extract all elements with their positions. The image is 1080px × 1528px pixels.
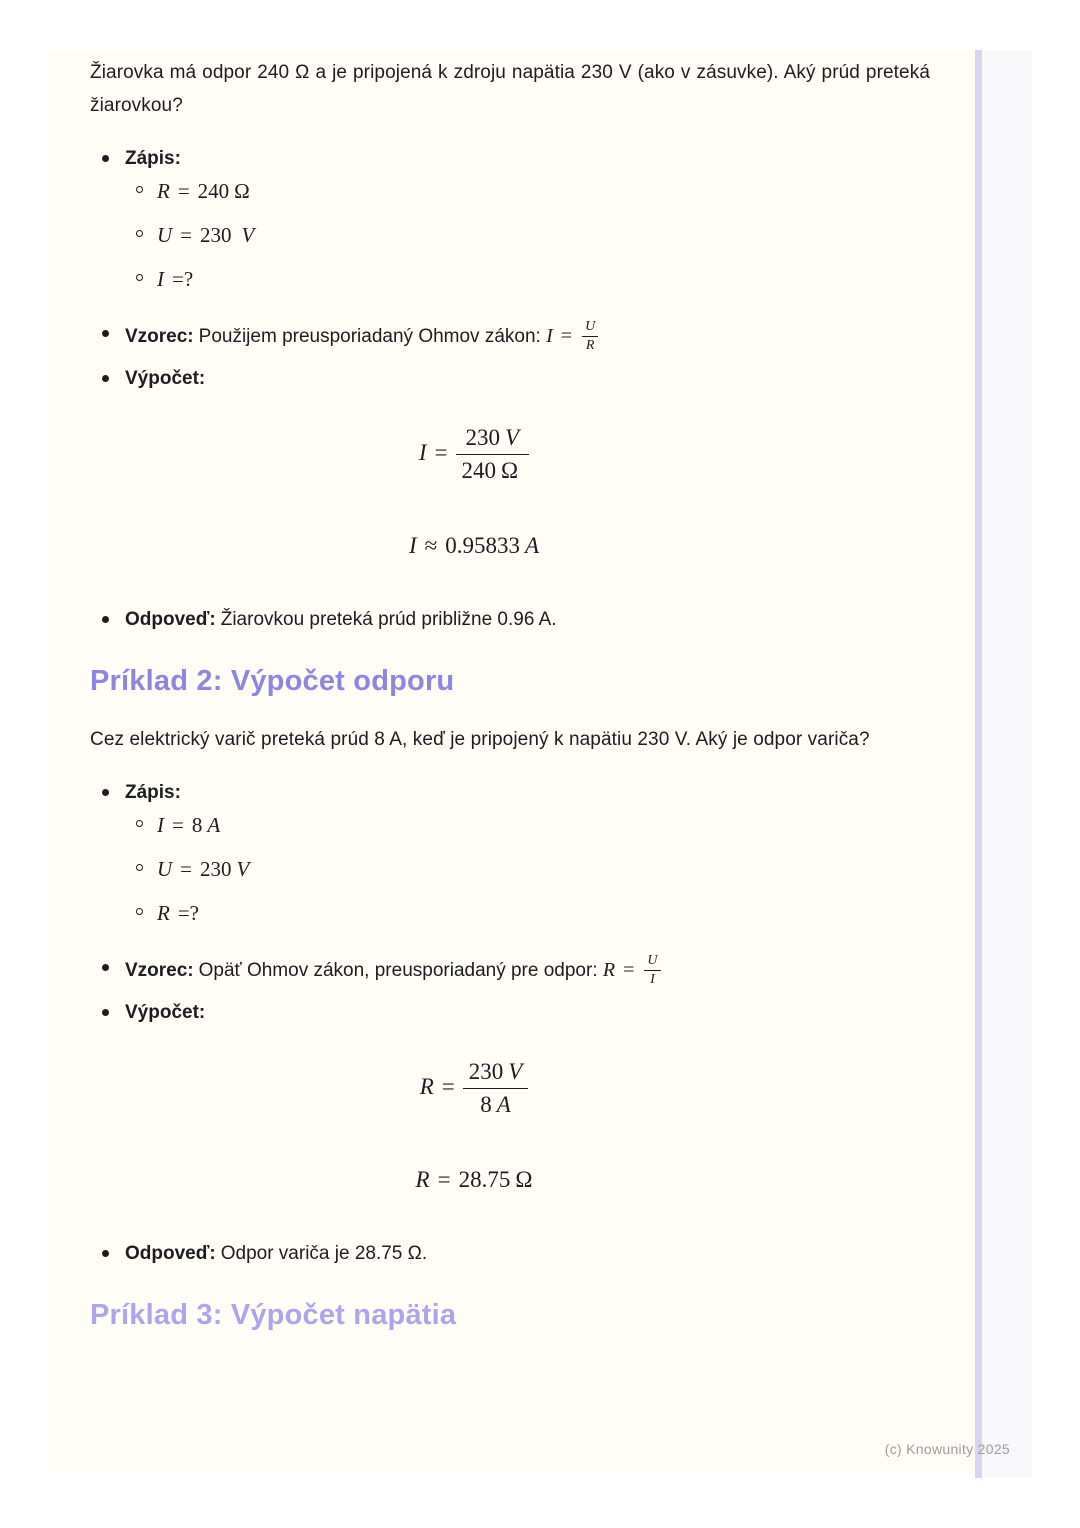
odpoved-label: Odpoveď:	[125, 609, 216, 630]
math-relation: =	[434, 440, 448, 466]
example2-zapis-item	[90, 778, 930, 927]
math-variable: U	[157, 857, 173, 881]
vypocet-label: Výpočet:	[125, 1002, 206, 1023]
vzorec-label: Vzorec:	[125, 325, 194, 347]
math-relation: =	[441, 1074, 455, 1100]
math-relation: =?	[172, 267, 194, 291]
example1-result-equation	[90, 532, 930, 559]
example2-problem-text: Cez elektrický varič preteká prúd 8 A, keď je pripojený k napätiu 230 V. Aký je odpor variča?	[90, 729, 870, 750]
math-relation: =	[623, 958, 635, 981]
math-relation: =	[172, 813, 184, 837]
math-relation: =	[180, 857, 193, 881]
math-relation: =	[560, 324, 573, 347]
zapis-entry	[125, 856, 930, 883]
math-relation: =	[180, 223, 193, 247]
example1-zapis-sublist	[125, 178, 930, 293]
vzorec-text: Opäť Ohmov zákon, preusporiadaný pre odpor:	[198, 959, 598, 981]
math-variable: I	[546, 324, 553, 347]
vzorec-formula	[602, 953, 661, 987]
vzorec-text: Použijem preusporiadaný Ohmov zákon:	[198, 325, 541, 347]
math-value: 230	[200, 857, 232, 881]
math-unit: V	[241, 223, 255, 247]
math-unit: A	[207, 813, 221, 837]
example1-zapis-item	[90, 144, 930, 293]
math-variable: R	[415, 1167, 430, 1192]
zapis-entry	[125, 266, 930, 293]
math-variable: I	[408, 533, 417, 558]
zapis-label: Zápis:	[125, 782, 181, 803]
odpoved-text: Žiarovkou preteká prúd približne 0.96 A.	[220, 609, 557, 630]
math-unit: A	[524, 533, 540, 558]
fraction-numerator: U	[647, 953, 658, 968]
example1-odpoved-item	[90, 605, 930, 635]
odpoved-label: Odpoveď:	[125, 1243, 216, 1264]
fraction-numerator: 230 V	[468, 1059, 523, 1084]
zapis-entry	[125, 178, 930, 205]
scrollbar-thumb[interactable]	[975, 50, 982, 1478]
example1-problem-text: Žiarovka má odpor 240 Ω a je pripojená k zdroju napätia 230 V (ako v zásuvke). Aký prúd preteká žiarovkou?	[90, 62, 930, 116]
zapis-label: Zápis:	[125, 148, 181, 169]
math-relation: ≈	[424, 533, 438, 558]
math-variable: I	[418, 440, 427, 466]
math-variable: R	[157, 179, 170, 203]
example1-vypocet-item	[90, 364, 930, 394]
math-unit: Ω	[234, 179, 250, 203]
vzorec-label: Vzorec:	[125, 959, 194, 981]
example2-heading: Príklad 2: Výpočet odporu	[90, 665, 455, 697]
vzorec-formula	[546, 319, 598, 353]
example2-zapis-sublist	[125, 812, 930, 927]
fraction	[644, 953, 660, 988]
odpoved-text: Odpor variča je 28.75 Ω.	[220, 1243, 428, 1264]
math-variable: U	[157, 223, 173, 247]
example2-result-equation	[90, 1166, 930, 1193]
vypocet-label: Výpočet:	[125, 368, 206, 389]
math-value: 28.75	[458, 1167, 511, 1192]
math-value: 230	[200, 223, 232, 247]
fraction-denominator: 240 Ω	[456, 454, 530, 484]
math-value: 8	[191, 813, 203, 837]
example1-display-equation	[90, 424, 930, 484]
example2-list	[90, 778, 930, 1269]
fraction-numerator: 230 V	[465, 425, 520, 450]
example3-heading: Príklad 3: Výpočet napätia	[90, 1299, 457, 1331]
math-variable: R	[419, 1074, 434, 1100]
math-unit: V	[236, 857, 250, 881]
fraction	[582, 319, 598, 354]
example2-vypocet-item	[90, 998, 930, 1028]
math-value: 240	[197, 179, 230, 203]
zapis-entry	[125, 222, 930, 249]
fraction	[456, 424, 530, 484]
fraction-denominator: I	[644, 970, 660, 988]
math-value: 0.95833	[445, 533, 520, 558]
fraction-numerator: U	[585, 319, 596, 334]
example1-list	[90, 144, 930, 635]
math-relation: =?	[177, 901, 199, 925]
example2-odpoved-item	[90, 1239, 930, 1269]
math-relation: =	[437, 1167, 451, 1192]
example2-vzorec-item	[90, 953, 930, 988]
math-variable: I	[157, 267, 164, 291]
zapis-entry	[125, 900, 930, 927]
fraction-denominator: R	[582, 336, 598, 354]
math-variable: R	[157, 901, 170, 925]
math-variable: R	[602, 958, 616, 981]
document-page	[48, 50, 975, 1473]
math-unit: Ω	[515, 1167, 533, 1192]
side-panel	[982, 50, 1032, 1478]
watermark-text: (c) Knowunity 2025	[884, 1441, 1010, 1457]
fraction	[463, 1058, 529, 1118]
zapis-entry	[125, 812, 930, 839]
fraction-denominator: 8 A	[463, 1088, 529, 1118]
example2-display-equation	[90, 1058, 930, 1118]
math-variable: I	[157, 813, 164, 837]
example1-vzorec-item	[90, 319, 930, 354]
math-relation: =	[177, 179, 190, 203]
